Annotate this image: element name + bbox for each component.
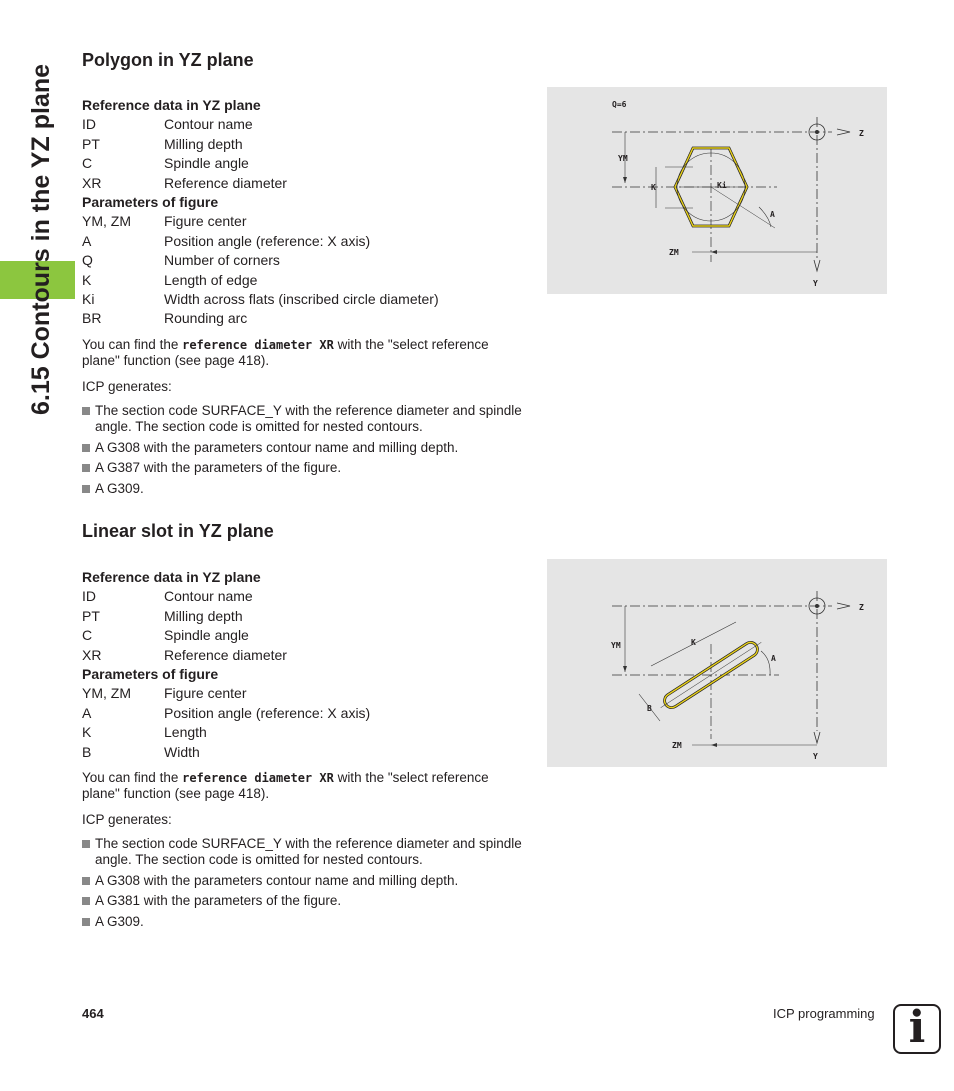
param-value: Figure center xyxy=(164,685,247,702)
param-row xyxy=(82,154,522,173)
ym-label: YM xyxy=(618,154,628,163)
bullet-square-icon xyxy=(82,897,90,905)
param-value: Reference diameter xyxy=(164,646,287,663)
z-label: Z xyxy=(859,603,864,612)
y-arrow-icon xyxy=(814,732,820,743)
icp-label: ICP generates: xyxy=(82,811,172,827)
param-row xyxy=(82,212,522,231)
param-row xyxy=(82,251,522,270)
param-value: Width across flats (inscribed circle diameter) xyxy=(164,290,439,307)
param-row xyxy=(82,704,522,723)
param-value: Position angle (reference: X axis) xyxy=(164,232,371,249)
note-text: You can find the xyxy=(82,336,183,352)
param-key: YM, ZM xyxy=(82,213,131,230)
param-value: Milling depth xyxy=(164,607,243,624)
param-key: A xyxy=(82,232,92,249)
param-row xyxy=(82,135,522,154)
param-row xyxy=(82,684,522,703)
z-arrow-icon xyxy=(837,129,850,135)
param-key: B xyxy=(82,743,92,760)
param-value: Contour name xyxy=(164,116,253,133)
b-label: B xyxy=(647,704,652,713)
ym-arrow-icon xyxy=(623,666,627,672)
param-row xyxy=(82,232,522,251)
reference-note xyxy=(82,337,522,370)
y-label: Y xyxy=(813,752,818,761)
param-row xyxy=(82,309,522,328)
param-value: Milling depth xyxy=(164,135,243,152)
param-key: PT xyxy=(82,135,100,152)
note-text: with the "select reference plane" function (see page 418). xyxy=(82,336,489,369)
k-label: K xyxy=(691,638,696,647)
param-key: C xyxy=(82,627,93,644)
a-arc xyxy=(761,651,770,675)
list-item xyxy=(82,873,522,889)
k-label: K xyxy=(651,183,656,192)
polygon-figure xyxy=(547,87,887,294)
list-item xyxy=(82,440,522,456)
param-key: BR xyxy=(82,310,102,327)
param-key: K xyxy=(82,724,92,741)
note-text: You can find the xyxy=(82,769,183,785)
list-item-text: A G308 with the parameters contour name and milling depth. xyxy=(95,872,459,888)
list-item-text: A G387 with the parameters of the figure. xyxy=(95,460,342,476)
param-value: Figure center xyxy=(164,213,247,230)
z-label: Z xyxy=(859,129,864,138)
param-value: Position angle (reference: X axis) xyxy=(164,704,371,721)
param-row xyxy=(82,587,522,606)
section-heading: Polygon in YZ plane xyxy=(82,50,254,70)
q-label: Q=6 xyxy=(612,100,627,109)
list-item-text: A G309. xyxy=(95,913,144,929)
zm-arrow-icon xyxy=(711,743,717,747)
list-item xyxy=(82,914,522,930)
param-value: Length of edge xyxy=(164,271,258,288)
bullet-square-icon xyxy=(82,918,90,926)
param-key: C xyxy=(82,155,93,172)
param-key: A xyxy=(82,704,92,721)
bullet-square-icon xyxy=(82,877,90,885)
info-icon xyxy=(893,1004,941,1054)
param-heading: Parameters of figure xyxy=(82,665,219,682)
param-row xyxy=(82,290,522,309)
origin-dot xyxy=(815,130,819,134)
list-item xyxy=(82,403,522,435)
param-value: Spindle angle xyxy=(164,627,249,644)
param-row xyxy=(82,607,522,626)
linear-slot-diagram xyxy=(547,559,887,767)
section-linear-slot xyxy=(82,521,522,934)
param-value: Reference diameter xyxy=(164,174,287,191)
list-item xyxy=(82,836,522,868)
bullet-square-icon xyxy=(82,840,90,848)
section-heading: Linear slot in YZ plane xyxy=(82,521,274,541)
y-arrow-icon xyxy=(814,260,820,271)
code-term: reference diameter XR xyxy=(182,770,334,785)
param-value: Number of corners xyxy=(164,252,280,269)
footer-section-name: ICP programming xyxy=(773,1006,875,1021)
z-arrow-icon xyxy=(837,603,850,609)
page-number: 464 xyxy=(82,1006,104,1021)
zm-label: ZM xyxy=(669,248,679,257)
param-key: PT xyxy=(82,607,100,624)
param-row xyxy=(82,626,522,645)
list-item xyxy=(82,460,522,476)
list-item xyxy=(82,893,522,909)
param-row xyxy=(82,174,522,193)
param-value: Length xyxy=(164,724,207,741)
ki-label: Ki xyxy=(717,181,727,190)
param-row xyxy=(82,271,522,290)
list-item-text: A G381 with the parameters of the figure. xyxy=(95,893,342,909)
code-term: reference diameter XR xyxy=(182,337,334,352)
note-text: with the "select reference plane" function (see page 418). xyxy=(82,769,489,802)
param-key: Q xyxy=(82,252,93,269)
a-label: A xyxy=(771,654,776,663)
param-key: ID xyxy=(82,116,96,133)
ref-heading: Reference data in YZ plane xyxy=(82,97,261,113)
param-key: YM, ZM xyxy=(82,685,131,702)
list-item-text: A G308 with the parameters contour name and milling depth. xyxy=(95,439,459,455)
ref-heading: Reference data in YZ plane xyxy=(82,569,261,585)
bullet-square-icon xyxy=(82,407,90,415)
zm-label: ZM xyxy=(672,741,682,750)
param-value: Spindle angle xyxy=(164,155,249,172)
bullet-square-icon xyxy=(82,485,90,493)
param-row xyxy=(82,723,522,742)
linear-slot-figure xyxy=(547,559,887,767)
ym-label: YM xyxy=(611,641,621,650)
origin-dot xyxy=(815,604,819,608)
list-item-text: The section code SURFACE_Y with the reference diameter and spindle angle. The section code is omitted for nested contours. xyxy=(95,403,522,435)
icp-label: ICP generates: xyxy=(82,378,172,394)
param-value: Rounding arc xyxy=(164,310,248,327)
bullet-square-icon xyxy=(82,464,90,472)
list-item-text: The section code SURFACE_Y with the reference diameter and spindle angle. The section code is omitted for nested contours. xyxy=(95,836,522,868)
param-value: Contour name xyxy=(164,588,253,605)
chapter-title: 6.15 Contours in the YZ plane xyxy=(27,64,55,415)
param-key: Ki xyxy=(82,290,95,307)
param-key: ID xyxy=(82,588,96,605)
param-heading: Parameters of figure xyxy=(82,193,219,210)
polygon-diagram xyxy=(547,87,887,294)
param-row xyxy=(82,646,522,665)
param-row xyxy=(82,115,522,134)
param-value: Width xyxy=(164,743,200,760)
reference-note xyxy=(82,770,522,803)
bullet-square-icon xyxy=(82,444,90,452)
param-key: K xyxy=(82,271,92,288)
a-label: A xyxy=(770,210,775,219)
list-item xyxy=(82,481,522,497)
ym-arrow-icon xyxy=(623,177,627,183)
param-key: XR xyxy=(82,174,102,191)
zm-arrow-icon xyxy=(711,250,717,254)
param-row xyxy=(82,743,522,762)
y-label: Y xyxy=(813,279,818,288)
section-polygon xyxy=(82,50,522,501)
list-item-text: A G309. xyxy=(95,480,144,496)
param-key: XR xyxy=(82,646,102,663)
info-glyph: i xyxy=(908,1002,926,1053)
